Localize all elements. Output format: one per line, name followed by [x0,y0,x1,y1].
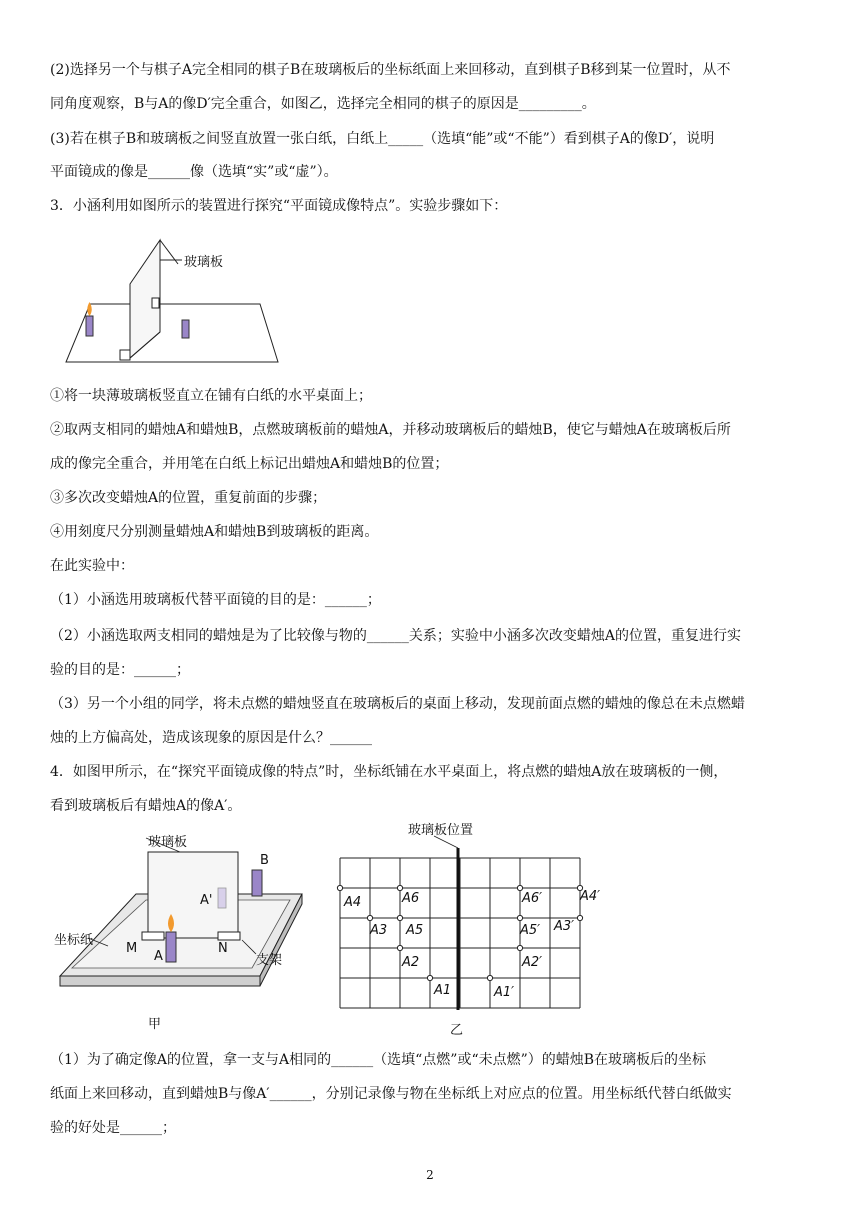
figure-caption: 甲 [148,1017,162,1032]
grid-point [337,885,342,890]
step-4: ④用刻度尺分别测量蜡烛A和蜡烛B到玻璃板的距离。 [50,524,379,540]
text-line: (2)选择另一个与棋子A完全相同的棋子B在玻璃板后的坐标纸面上来回移动，直到棋子B移到某一位置时，从不 [50,62,731,78]
question-2-cont: 验的目的是：______； [50,662,190,678]
step-2: ②取两支相同的蜡烛A和蜡烛B，点燃玻璃板前的蜡烛A，并移动玻璃板后的蜡烛B，使它与蜡烛A在玻璃板后所 [50,422,731,438]
object-point-label: A5 [406,923,424,938]
stand-label: 支架 [256,953,283,968]
paper-label: 坐标纸 [54,933,94,948]
object-point-label: A1 [434,983,452,998]
grid-point [517,945,522,950]
object-point-label: A2 [402,955,420,970]
glass-label: 玻璃板 [184,255,224,270]
question-3-cont: 烛的上方偏高处，造成该现象的原因是什么？______ [50,730,372,746]
text-line: 3．小涵利用如图所示的装置进行探究“平面镜成像特点”。实验步骤如下： [50,198,508,214]
image-point-label: A1′ [494,985,515,1000]
grid-point [427,975,432,980]
grid-point [487,975,492,980]
grid-point [397,945,402,950]
question-2: （2）小涵选取两支相同的蜡烛是为了比较像与物的______关系；实验中小涵多次改变蜡烛A的位置，重复进行实 [50,628,742,644]
step-2-cont: 成的像完全重合，并用笔在白纸上标记出蜡烛A和蜡烛B的位置； [50,456,449,472]
candle-b-label: B [260,853,269,868]
object-point-label: A3 [370,923,388,938]
question-3: （3）另一个小组的同学，将未点燃的蜡烛竖直在玻璃板后的桌面上移动，发现前面点燃的蜡烛的像总在未点燃蜡 [50,696,745,712]
apparatus-figure [50,828,320,1038]
step-1: ①将一块薄玻璃板竖直立在铺有白纸的水平桌面上； [50,388,372,404]
text-line: 看到玻璃板后有蜡烛A的像A′。 [50,798,242,814]
object-point-label: A6 [402,891,420,906]
question-1: （1）小涵选用玻璃板代替平面镜的目的是：______； [50,592,381,608]
image-a-label: A' [200,893,213,908]
image-point-label: A4′ [580,889,601,904]
text-line: 在此实验中： [50,558,134,574]
grid-point [577,915,582,920]
candle-a-label: A [154,949,163,964]
step-3: ③多次改变蜡烛A的位置，重复前面的步骤； [50,490,327,506]
grid-title: 玻璃板位置 [408,823,474,838]
image-point-label: A3′ [554,919,575,934]
grid-point [517,915,522,920]
glass-label: 玻璃板 [148,835,188,850]
image-point-label: A5′ [520,923,541,938]
grid-point [397,915,402,920]
text-line: 同角度观察，B与A的像D′完全重合，如图乙，选择完全相同的棋子的原因是_________。 [50,96,596,112]
grid-point [397,885,402,890]
grid-point [367,915,372,920]
point-m-label: M [126,941,138,956]
text-line: 平面镜成的像是______像（选填“实”或“虚”）。 [50,164,338,180]
object-point-label: A4 [344,895,362,910]
grid-caption: 乙 [450,1023,464,1038]
text-line: （1）为了确定像A的位置，拿一支与A相同的______（选填“点燃”或“未点燃”）的蜡烛B在玻璃板后的坐标 [50,1052,707,1068]
text-line: 纸面上来回移动，直到蜡烛B与像A′______，分别记录像与物在坐标纸上对应点的位置。用坐标纸代替白纸做实 [50,1086,732,1102]
page-number: 2 [426,1168,434,1182]
text-line: (3)若在棋子B和玻璃板之间竖直放置一张白纸，白纸上_____（选填“能”或“不能”）看到棋子A的像D′，说明 [50,131,715,147]
point-n-label: N [218,941,228,956]
text-line: 验的好处是______； [50,1120,176,1136]
image-point-label: A2′ [522,955,543,970]
mirror-candle-figure [60,232,300,368]
grid-point [517,885,522,890]
image-point-label: A6′ [522,891,543,906]
grid-figure [330,818,620,1040]
text-line: 4．如图甲所示，在“探究平面镜成像的特点”时，坐标纸铺在水平桌面上，将点燃的蜡烛A放在玻璃板的一侧， [50,764,728,780]
